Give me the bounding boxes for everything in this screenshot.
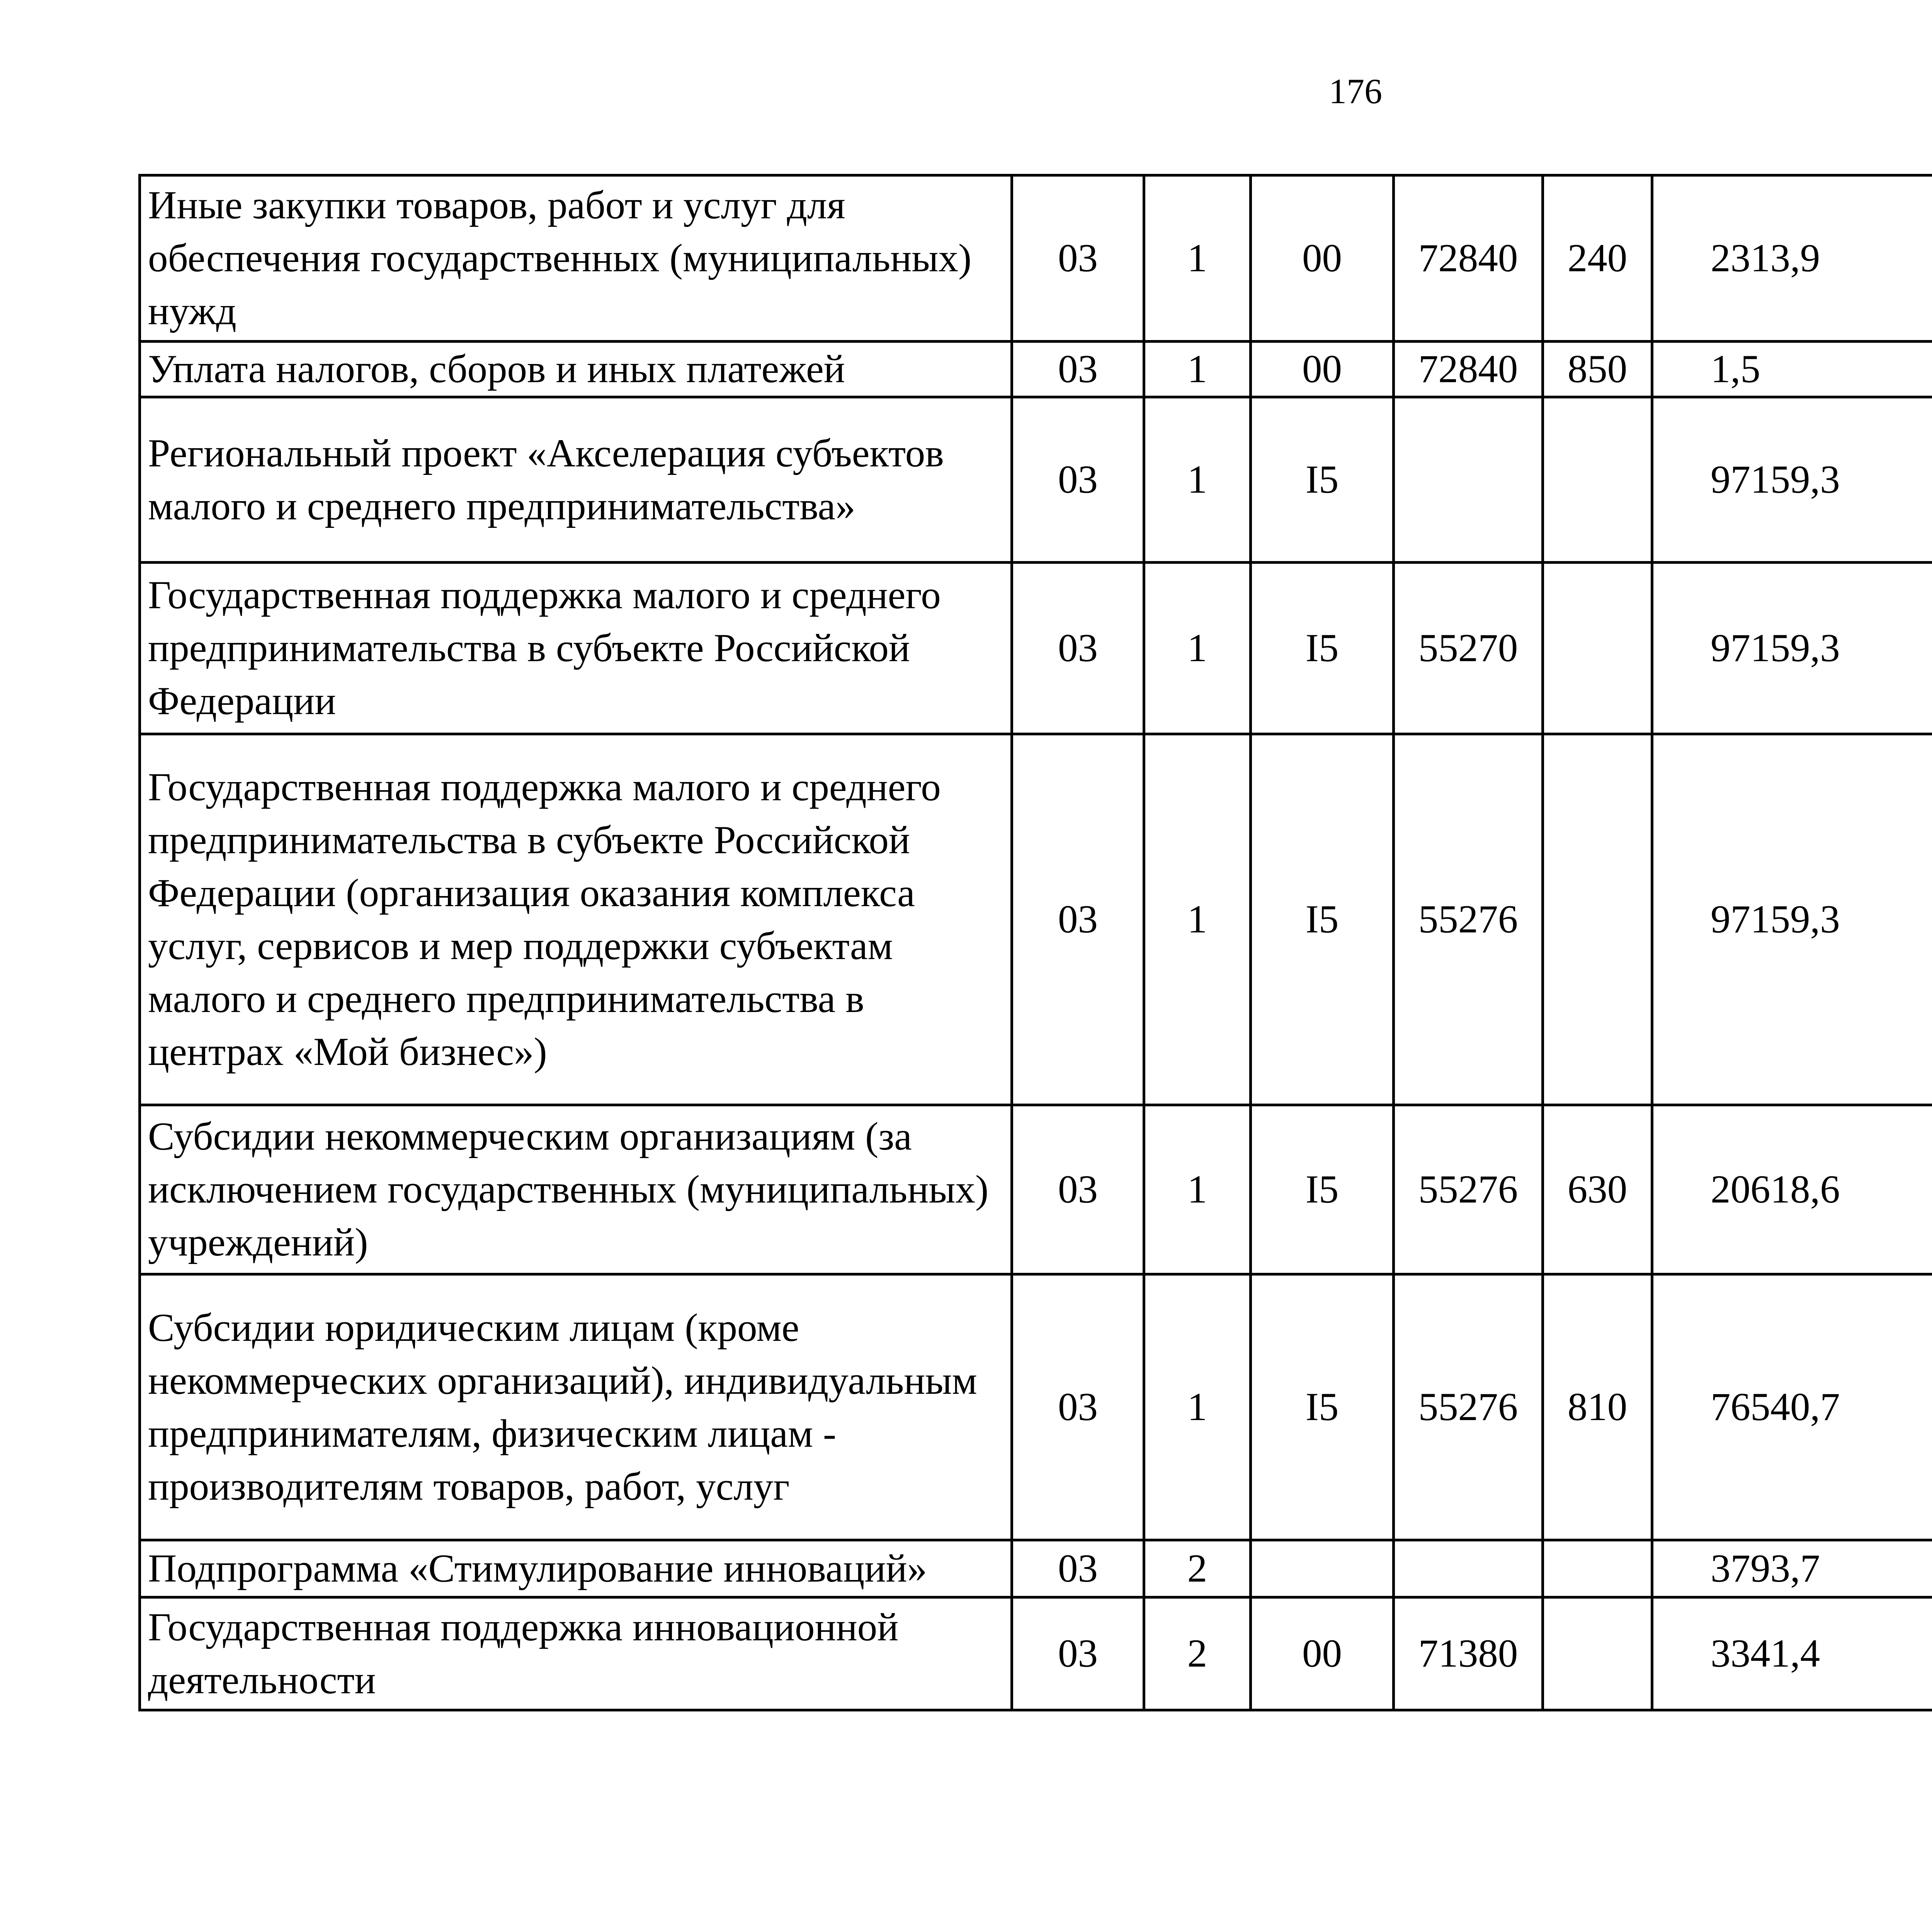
row-section: 03 (1012, 563, 1144, 734)
row-expense-type (1543, 734, 1652, 1105)
row-target-code-prefix: I5 (1251, 1274, 1394, 1540)
row-name: Региональный проект «Акселерация субъектов малого и среднего предпринимательства» (140, 397, 1012, 563)
row-target-code (1394, 1540, 1543, 1597)
row-section: 03 (1012, 342, 1144, 397)
row-sum-1: 2313,9 (1652, 175, 1932, 342)
row-expense-type (1543, 563, 1652, 734)
row-name: Субсидии юридическим лицам (кроме некоммерческих организаций), индивидуальным предпринимателям, физическим лицам - производителям товаров, работ, услуг (140, 1274, 1012, 1540)
row-subsection: 1 (1144, 397, 1251, 563)
row-expense-type: 240 (1543, 175, 1652, 342)
table-row (140, 1597, 1932, 1710)
row-name: Подпрограмма «Стимулирование инноваций» (140, 1540, 1012, 1597)
row-subsection: 1 (1144, 175, 1251, 342)
table-row (140, 175, 1932, 342)
table-row (140, 1105, 1932, 1274)
row-subsection: 1 (1144, 1274, 1251, 1540)
row-expense-type: 810 (1543, 1274, 1652, 1540)
row-expense-type: 850 (1543, 342, 1652, 397)
row-name: Уплата налогов, сборов и иных платежей (140, 342, 1012, 397)
row-section: 03 (1012, 1274, 1144, 1540)
row-subsection: 1 (1144, 1105, 1251, 1274)
row-sum-1: 97159,3 (1652, 734, 1932, 1105)
row-sum-1: 97159,3 (1652, 397, 1932, 563)
row-section: 03 (1012, 1597, 1144, 1710)
row-section: 03 (1012, 175, 1144, 342)
budget-table (138, 174, 1932, 1711)
row-target-code: 55276 (1394, 1274, 1543, 1540)
row-section: 03 (1012, 397, 1144, 563)
row-expense-type: 630 (1543, 1105, 1652, 1274)
row-name: Государственная поддержка малого и среднего предпринимательства в субъекте Российской Федерации (организация оказания комплекса услуг, сервисов и мер поддержки субъектам малого и среднего предпринимательства в центрах «Мой бизнес») (140, 734, 1012, 1105)
row-subsection: 1 (1144, 342, 1251, 397)
row-sum-1: 3793,7 (1652, 1540, 1932, 1597)
row-expense-type (1543, 1597, 1652, 1710)
row-sum-1: 1,5 (1652, 342, 1932, 397)
row-target-code-prefix: 00 (1251, 175, 1394, 342)
row-subsection: 1 (1144, 734, 1251, 1105)
row-target-code: 55276 (1394, 1105, 1543, 1274)
row-expense-type (1543, 397, 1652, 563)
row-name: Субсидии некоммерческим организациям (за исключением государственных (муниципальных) учреждений) (140, 1105, 1012, 1274)
table-row (140, 563, 1932, 734)
row-target-code-prefix: I5 (1251, 397, 1394, 563)
row-subsection: 2 (1144, 1597, 1251, 1710)
row-target-code: 72840 (1394, 175, 1543, 342)
row-target-code-prefix: I5 (1251, 1105, 1394, 1274)
row-target-code-prefix: 00 (1251, 1597, 1394, 1710)
row-name: Государственная поддержка малого и среднего предпринимательства в субъекте Российской Федерации (140, 563, 1012, 734)
row-sum-1: 97159,3 (1652, 563, 1932, 734)
table-row (140, 342, 1932, 397)
row-name: Иные закупки товаров, работ и услуг для обеспечения государственных (муниципальных) нужд (140, 175, 1012, 342)
table-row (140, 397, 1932, 563)
row-target-code (1394, 397, 1543, 563)
row-section: 03 (1012, 1540, 1144, 1597)
table-row (140, 734, 1932, 1105)
row-subsection: 2 (1144, 1540, 1251, 1597)
row-sum-1: 20618,6 (1652, 1105, 1932, 1274)
row-name: Государственная поддержка инновационной деятельности (140, 1597, 1012, 1710)
row-target-code: 72840 (1394, 342, 1543, 397)
page-number: 176 (1329, 71, 1382, 111)
row-section: 03 (1012, 1105, 1144, 1274)
row-section: 03 (1012, 734, 1144, 1105)
row-target-code: 71380 (1394, 1597, 1543, 1710)
row-subsection: 1 (1144, 563, 1251, 734)
row-target-code-prefix (1251, 1540, 1394, 1597)
row-target-code: 55270 (1394, 563, 1543, 734)
row-expense-type (1543, 1540, 1652, 1597)
table-row (140, 1274, 1932, 1540)
row-target-code-prefix: 00 (1251, 342, 1394, 397)
row-sum-1: 76540,7 (1652, 1274, 1932, 1540)
row-sum-1: 3341,4 (1652, 1597, 1932, 1710)
row-target-code-prefix: I5 (1251, 563, 1394, 734)
row-target-code-prefix: I5 (1251, 734, 1394, 1105)
table-row (140, 1540, 1932, 1597)
row-target-code: 55276 (1394, 734, 1543, 1105)
